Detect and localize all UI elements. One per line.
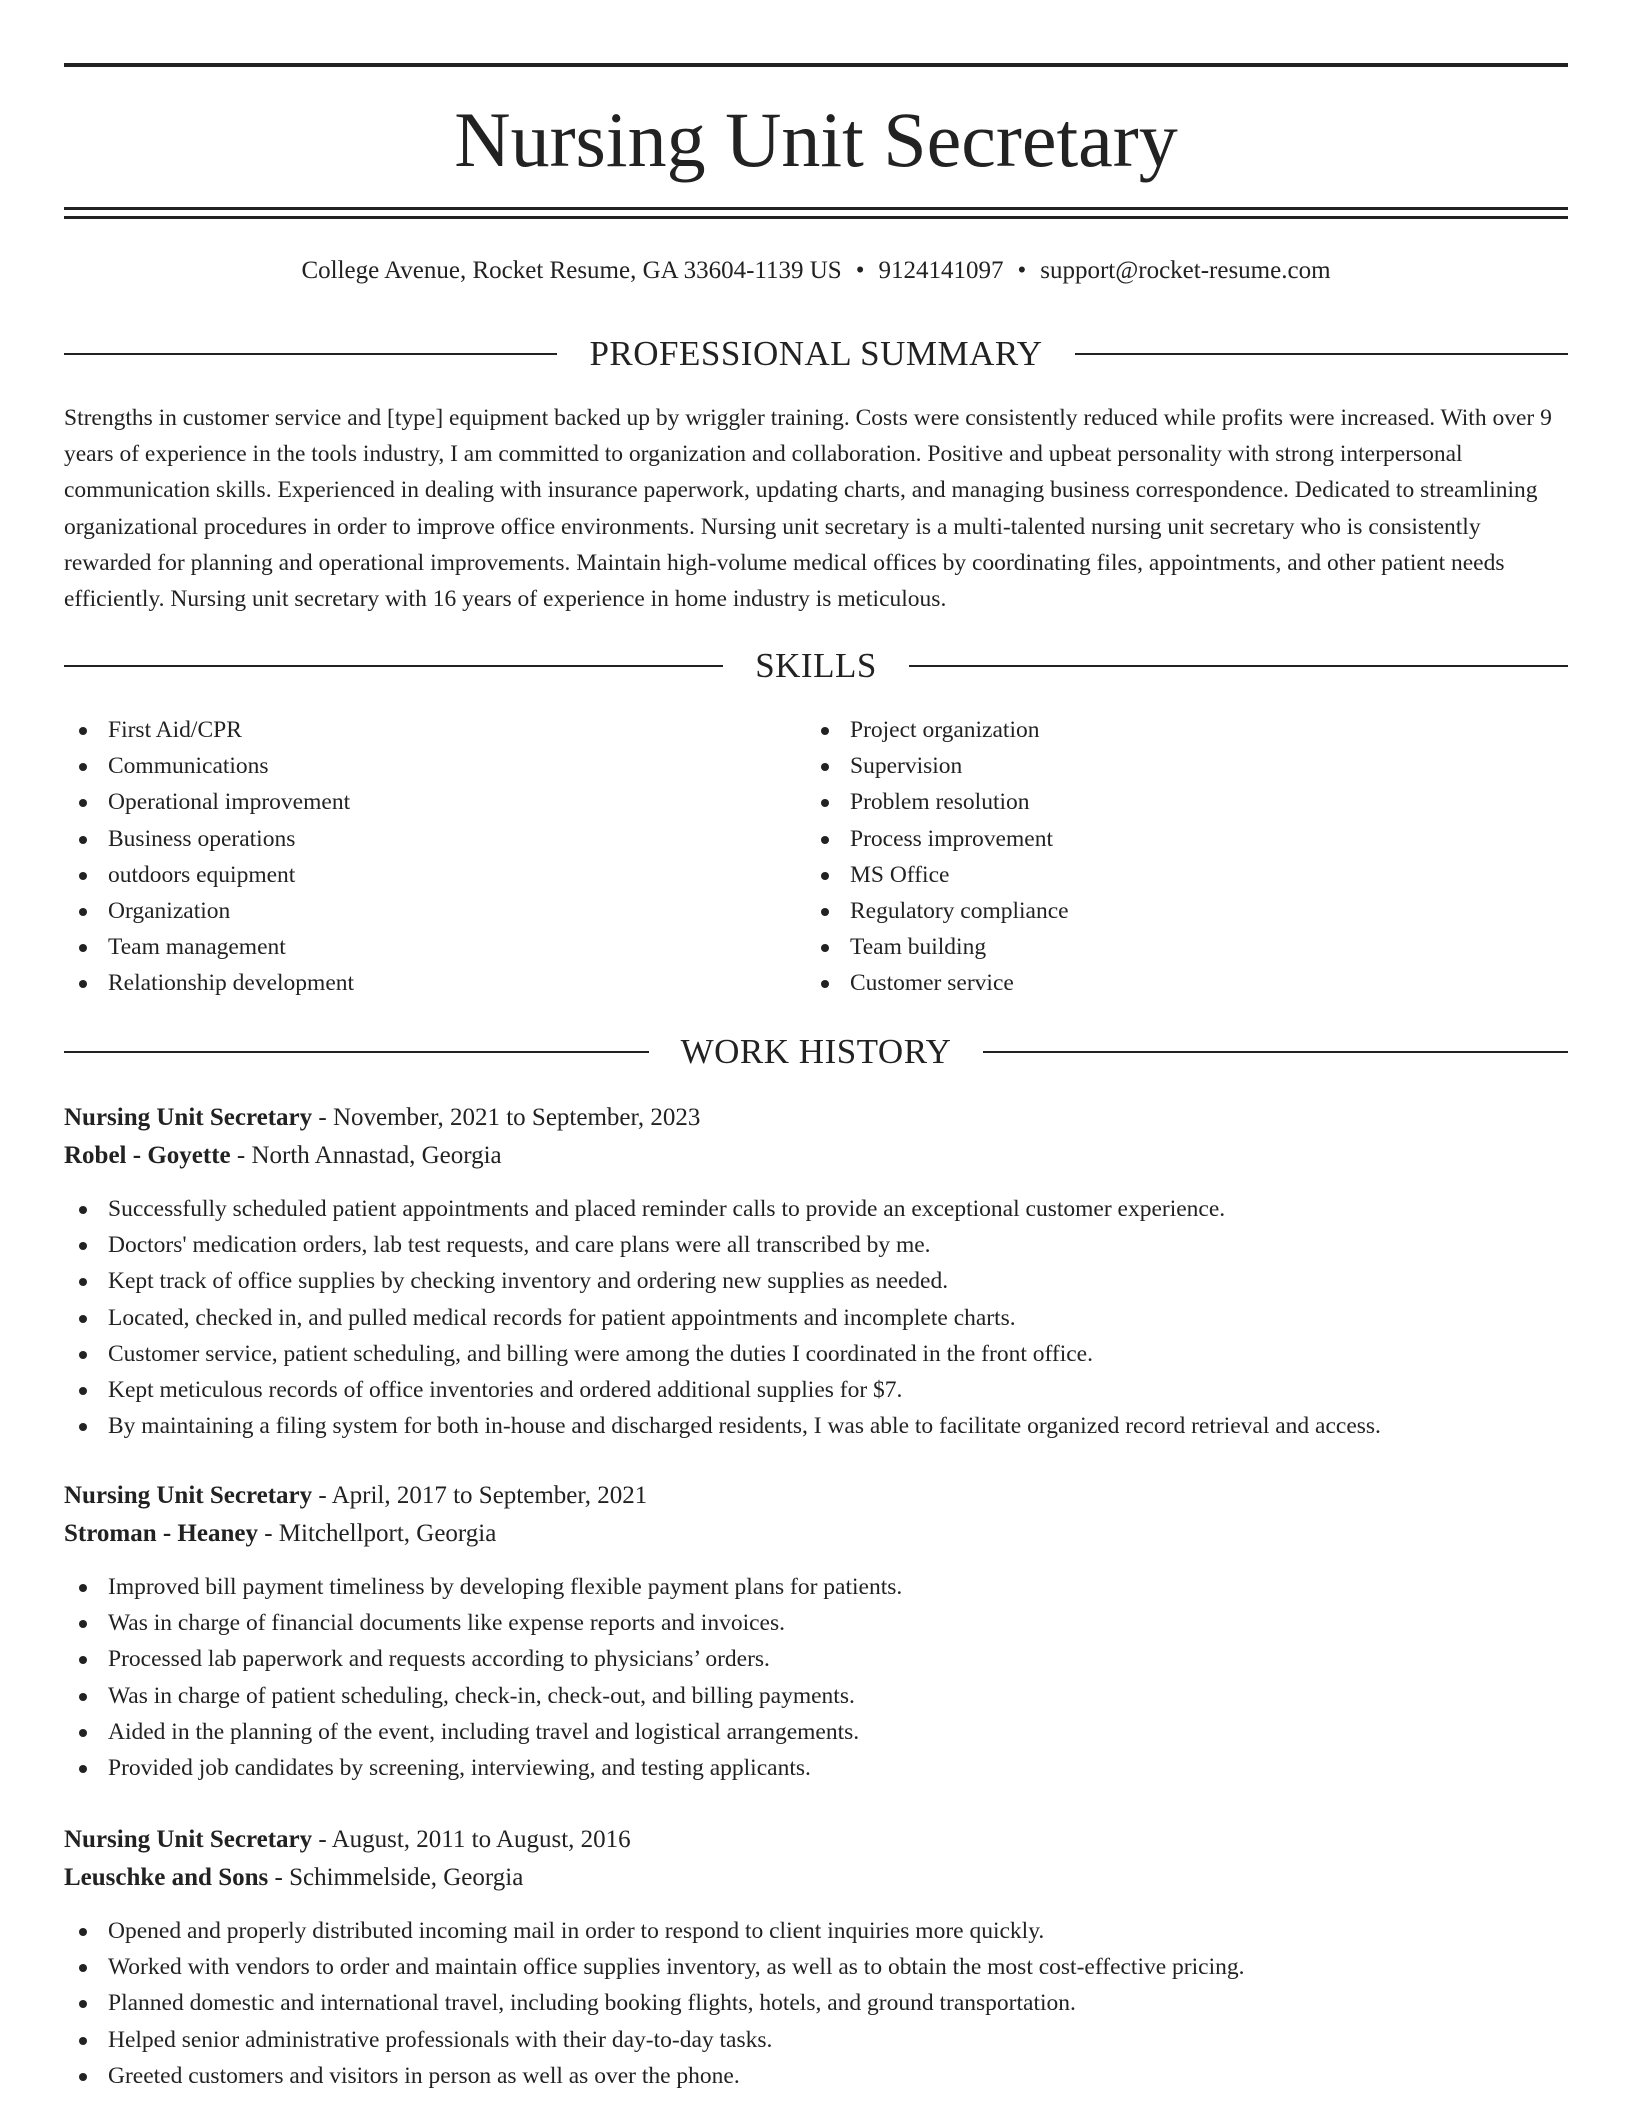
- skill-item: Customer service: [806, 965, 1506, 1001]
- heading-rule-left: [64, 665, 723, 667]
- duty-item: Was in charge of financial documents like expense reports and invoices.: [64, 1605, 1568, 1641]
- job-title-line: [64, 1477, 1568, 1515]
- job-title: Nursing Unit Secretary: [64, 1826, 313, 1853]
- contact-address: College Avenue, Rocket Resume, GA 33604-1139 US: [301, 257, 842, 284]
- duty-item: Kept meticulous records of office inventories and ordered additional supplies for $7.: [64, 1372, 1568, 1408]
- job-dates: - November, 2021 to September, 2023: [312, 1104, 701, 1131]
- skill-item: Team management: [64, 929, 764, 965]
- skill-item: MS Office: [806, 857, 1506, 893]
- job-dates: - August, 2011 to August, 2016: [312, 1826, 631, 1853]
- work-history-heading-label: WORK HISTORY: [680, 1032, 952, 1071]
- heading-rule-right: [1075, 353, 1568, 355]
- job-title: Nursing Unit Secretary: [64, 1104, 313, 1131]
- job-location: - Mitchellport, Georgia: [257, 1520, 497, 1547]
- job-entry: [64, 1477, 1568, 1786]
- skill-item: Process improvement: [806, 821, 1506, 857]
- heading-rule-left: [64, 353, 557, 355]
- duty-item: Greeted customers and visitors in person as well as over the phone.: [64, 2058, 1568, 2094]
- contact-separator: •: [1017, 257, 1027, 284]
- duty-item: Was in charge of patient scheduling, check-in, check-out, and billing payments.: [64, 1678, 1568, 1714]
- resume-title: Nursing Unit Secretary: [454, 96, 1178, 183]
- duty-item: Improved bill payment timeliness by developing flexible payment plans for patients.: [64, 1569, 1568, 1605]
- job-company-line: [64, 1137, 1568, 1175]
- heading-rule-right: [983, 1051, 1568, 1053]
- job-title: Nursing Unit Secretary: [64, 1482, 313, 1509]
- duty-item: Located, checked in, and pulled medical records for patient appointments and incomplete charts.: [64, 1300, 1568, 1336]
- duty-item: Successfully scheduled patient appointments and placed reminder calls to provide an exceptional customer experience.: [64, 1191, 1568, 1227]
- duty-item: By maintaining a filing system for both in-house and discharged residents, I was able to facilitate organized record retrieval and access.: [64, 1408, 1568, 1444]
- job-company-line: [64, 1859, 1568, 1897]
- skill-item: Business operations: [64, 821, 764, 857]
- header-top-rule: [64, 63, 1568, 67]
- job-location: - Schimmelside, Georgia: [268, 1864, 524, 1891]
- job-company: Leuschke and Sons: [64, 1864, 269, 1891]
- duty-item: Doctors' medication orders, lab test requests, and care plans were all transcribed by me.: [64, 1227, 1568, 1263]
- skills-list-right: [806, 712, 1506, 1002]
- skill-item: Problem resolution: [806, 784, 1506, 820]
- job-company: Robel - Goyette: [64, 1142, 231, 1169]
- job-duties: [64, 1569, 1568, 1786]
- skill-item: First Aid/CPR: [64, 712, 764, 748]
- heading-rule-right: [909, 665, 1568, 667]
- job-duties: [64, 1191, 1568, 1444]
- duty-item: Provided job candidates by screening, interviewing, and testing applicants.: [64, 1750, 1568, 1786]
- duty-item: Helped senior administrative professionals with their day-to-day tasks.: [64, 2022, 1568, 2058]
- skills-heading-label: SKILLS: [755, 646, 877, 685]
- job-dates: - April, 2017 to September, 2021: [312, 1482, 648, 1509]
- skill-item: Team building: [806, 929, 1506, 965]
- skill-item: Relationship development: [64, 965, 764, 1001]
- skill-item: Operational improvement: [64, 784, 764, 820]
- summary-text: Strengths in customer service and [type] equipment backed up by wriggler training. Costs were consistently reduced while profits were increased. With over 9 years of experience in the tools industry, I am committed to organization and collaboration. Positive and upbeat personality with strong interpersonal communication skills. Experienced in dealing with insurance paperwork, updating charts, and managing business correspondence. Dedicated to streamlining organizational procedures in order to improve office environments. Nursing unit secretary is a multi-talented nursing unit secretary who is consistently rewarded for planning and operational improvements. Maintain high-volume medical offices by coordinating files, appointments, and other patient needs efficiently. Nursing unit secretary with 16 years of experience in home industry is meticulous.: [64, 405, 1552, 613]
- header-double-rule-upper: [64, 207, 1568, 210]
- duty-item: Opened and properly distributed incoming mail in order to respond to client inquiries more quickly.: [64, 1913, 1568, 1949]
- skill-item: Regulatory compliance: [806, 893, 1506, 929]
- job-title-line: [64, 1821, 1568, 1859]
- skill-item: Communications: [64, 748, 764, 784]
- contact-line: [64, 254, 1568, 288]
- skills-list-left: [64, 712, 764, 1002]
- contact-email: support@rocket-resume.com: [1040, 257, 1331, 284]
- job-title-line: [64, 1099, 1568, 1137]
- contact-phone: 9124141097: [878, 257, 1004, 284]
- summary-heading: [64, 330, 1568, 378]
- duty-item: Customer service, patient scheduling, and billing were among the duties I coordinated in the front office.: [64, 1336, 1568, 1372]
- summary-heading-label: PROFESSIONAL SUMMARY: [589, 334, 1043, 373]
- job-entry: [64, 1099, 1568, 1444]
- work-history-heading: [64, 1028, 1568, 1076]
- job-duties: [64, 1913, 1568, 2094]
- job-entry: [64, 1821, 1568, 2094]
- job-company-line: [64, 1515, 1568, 1553]
- skill-item: Organization: [64, 893, 764, 929]
- job-location: - North Annastad, Georgia: [230, 1142, 502, 1169]
- duty-item: Kept track of office supplies by checking inventory and ordering new supplies as needed.: [64, 1263, 1568, 1299]
- header-double-rule-lower: [64, 216, 1568, 219]
- duty-item: Worked with vendors to order and maintain office supplies inventory, as well as to obtain the most cost-effective pricing.: [64, 1949, 1568, 1985]
- duty-item: Processed lab paperwork and requests according to physicians’ orders.: [64, 1641, 1568, 1677]
- skill-item: Project organization: [806, 712, 1506, 748]
- duty-item: Aided in the planning of the event, including travel and logistical arrangements.: [64, 1714, 1568, 1750]
- heading-rule-left: [64, 1051, 649, 1053]
- skill-item: outdoors equipment: [64, 857, 764, 893]
- contact-separator: •: [855, 257, 865, 284]
- skills-heading: [64, 642, 1568, 690]
- skill-item: Supervision: [806, 748, 1506, 784]
- job-company: Stroman - Heaney: [64, 1520, 258, 1547]
- duty-item: Planned domestic and international travel, including booking flights, hotels, and ground transportation.: [64, 1985, 1568, 2021]
